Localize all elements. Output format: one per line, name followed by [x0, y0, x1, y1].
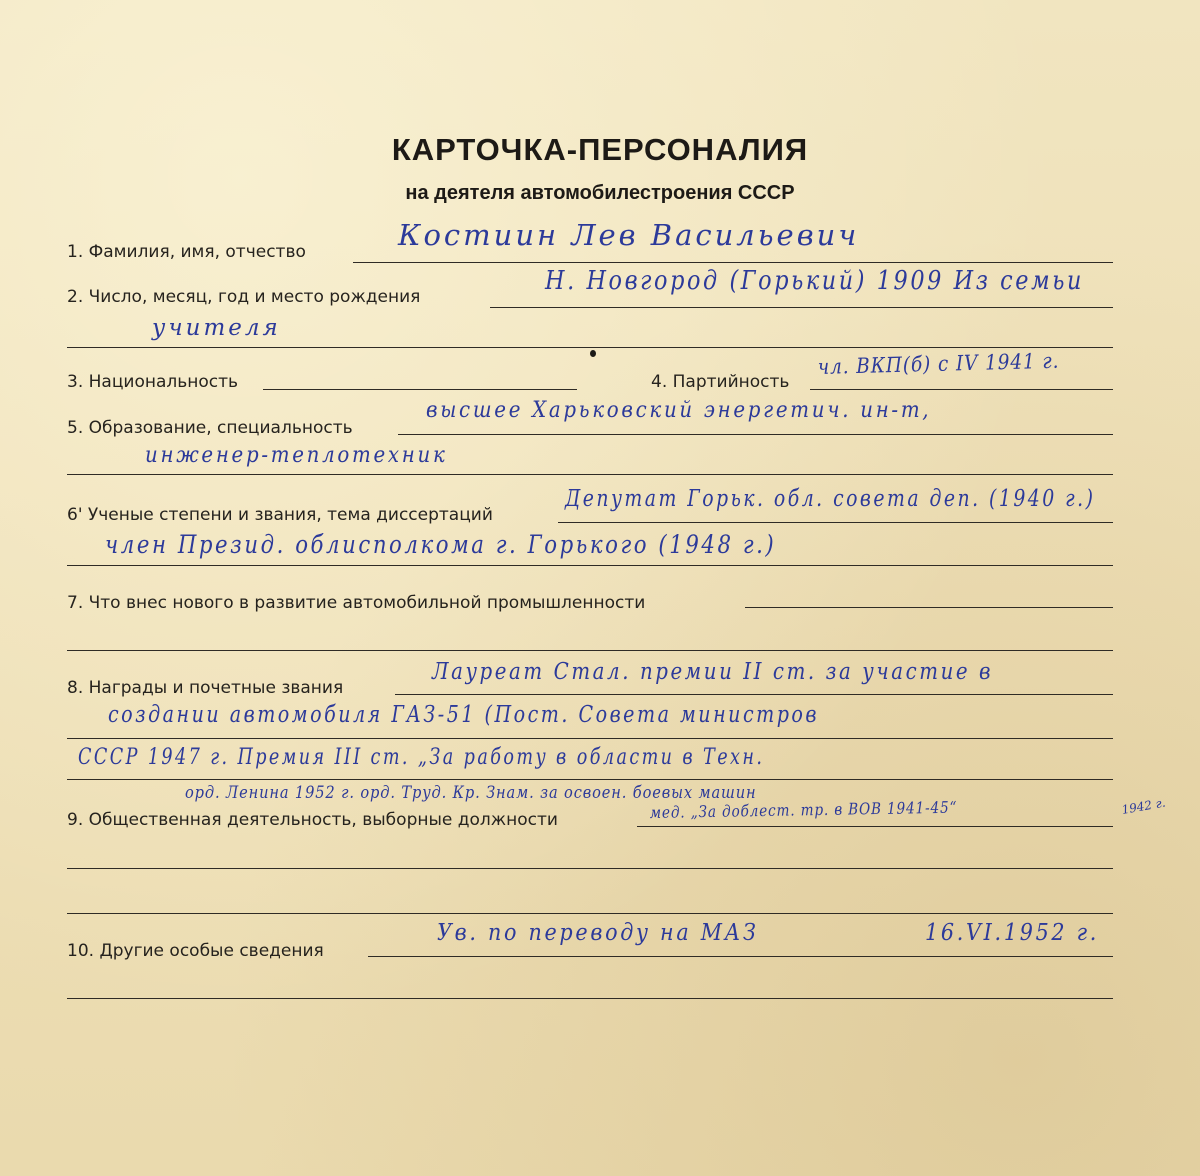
field-label-nationality: 3. Национальность — [67, 372, 239, 392]
handwritten-awards-3: СССР 1947 г. Премия III ст. „За работу в области в Техн. — [78, 745, 765, 770]
handwritten-education-2: инженер-теплотехник — [145, 443, 448, 468]
handwritten-awards-2: создании автомобиля ГАЗ-51 (Пост. Совета министров — [108, 702, 820, 728]
field-line — [67, 347, 1113, 348]
handwritten-birth-1: Н. Новгород (Горький) 1909 Из семьи — [545, 266, 1084, 296]
field-line — [558, 522, 1113, 523]
field-line — [67, 913, 1113, 914]
field-line — [67, 565, 1113, 566]
field-label-name: 1. Фамилия, имя, отчество — [67, 242, 306, 262]
field-line — [353, 262, 1113, 263]
handwritten-other-date: 16.VI.1952 г. — [925, 920, 1100, 946]
field-line — [67, 650, 1113, 651]
field-label-other: 10. Другие особые сведения — [67, 941, 324, 961]
field-label-awards: 8. Награды и почетные звания — [67, 678, 344, 698]
handwritten-birth-2: учителя — [152, 315, 281, 341]
handwritten-education-1: высшее Харьковский энергетич. ин-т, — [426, 398, 932, 423]
handwritten-awards-5: мед. „За доблест. тр. в ВОВ 1941-45“ — [649, 797, 958, 822]
field-line — [368, 956, 1113, 957]
field-line — [263, 389, 577, 390]
card-title: КАРТОЧКА-ПЕРСОНАЛИЯ — [391, 132, 809, 167]
handwritten-other: Ув. по переводу на МАЗ — [437, 920, 759, 946]
field-line — [67, 868, 1113, 869]
field-line — [67, 998, 1113, 999]
field-label-contribution: 7. Что внес нового в развитие автомобильной промышленности — [67, 593, 646, 613]
field-line — [398, 434, 1113, 435]
handwritten-name: Костиин Лев Васильевич — [398, 218, 860, 252]
field-line — [67, 779, 1113, 780]
handwritten-awards-1: Лауреат Стал. премии II ст. за участие в — [432, 659, 994, 685]
card-subtitle: на деятеля автомобилестроения СССР — [405, 182, 795, 204]
field-label-education: 5. Образование, специальность — [67, 418, 353, 438]
field-label-party: 4. Партийность — [651, 372, 790, 392]
ink-dot — [590, 350, 596, 357]
field-line — [67, 738, 1113, 739]
field-line — [810, 389, 1113, 390]
handwritten-awards-note: 1942 г. — [1120, 795, 1167, 817]
handwritten-degrees-2: член Презид. облисполкома г. Горького (1948 г.) — [105, 530, 777, 559]
field-label-birth: 2. Число, месяц, год и место рождения — [67, 287, 421, 307]
handwritten-degrees-1: Депутат Горьк. обл. совета деп. (1940 г.) — [565, 486, 1096, 512]
handwritten-party: чл. ВКП(б) с IV 1941 г. — [817, 348, 1060, 379]
field-label-degrees: 6' Ученые степени и звания, тема диссертаций — [67, 505, 493, 525]
handwritten-awards-4: орд. Ленина 1952 г. орд. Труд. Кр. Знам. за освоен. боевых машин — [185, 783, 757, 803]
field-label-public-activity: 9. Общественная деятельность, выборные должности — [67, 810, 558, 830]
field-line — [745, 607, 1113, 608]
field-line — [490, 307, 1113, 308]
field-line — [67, 474, 1113, 475]
field-line — [395, 694, 1113, 695]
field-line — [637, 826, 1113, 827]
